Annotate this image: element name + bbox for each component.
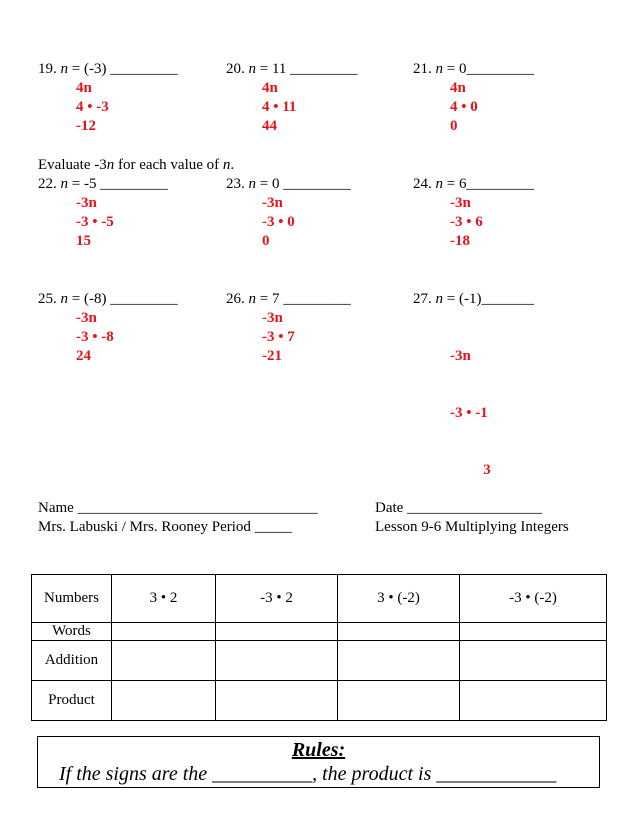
problem-22 [38, 175, 168, 193]
problem-21 [413, 60, 534, 78]
table-cell[interactable] [216, 681, 338, 721]
table-cell[interactable] [338, 641, 460, 681]
work-line: 0 [450, 118, 458, 134]
table-cell[interactable] [112, 623, 216, 641]
problem-equation: = (-1)_______ [443, 291, 534, 307]
table-cell: 3 • 2 [112, 575, 216, 623]
work-line: -21 [262, 348, 282, 364]
table-cell: Numbers [32, 575, 112, 623]
work-26 [262, 309, 295, 366]
problem-number: 26. [226, 291, 245, 307]
work-25 [76, 309, 114, 366]
work-line: -3 • 6 [450, 214, 483, 230]
work-23 [262, 194, 295, 251]
work-line: -12 [76, 118, 96, 134]
work-27 [450, 309, 491, 499]
variable: n [222, 157, 231, 173]
work-19 [76, 79, 109, 136]
work-line: 4n [450, 80, 466, 96]
work-line: -3 • -1 [450, 405, 488, 421]
multiplication-table [31, 574, 607, 721]
problem-equation: = (-3) _________ [68, 61, 178, 77]
work-line: -3n [262, 310, 283, 326]
instruction-part: . [230, 157, 235, 173]
work-line: 4 • 11 [262, 99, 297, 115]
problem-24 [413, 175, 534, 193]
table-cell: -3 • (-2) [460, 575, 607, 623]
work-line: -3n [76, 310, 97, 326]
date-line: Date __________________ [375, 500, 543, 516]
table-row [32, 681, 607, 721]
problem-number: 24. [413, 176, 432, 192]
table-row-label: Product [32, 681, 112, 721]
work-line: 4 • -3 [76, 99, 109, 115]
problem-27 [413, 290, 534, 308]
problem-equation: = 7 _________ [256, 291, 351, 307]
work-line: 3 [472, 462, 491, 478]
work-21 [450, 79, 478, 136]
table-cell[interactable] [460, 641, 607, 681]
table-cell[interactable] [338, 623, 460, 641]
work-line: -3n [262, 195, 283, 211]
variable: n [60, 291, 68, 307]
work-line: -3n [450, 195, 471, 211]
problem-equation: = 0 _________ [256, 176, 351, 192]
work-line: -3 • 7 [262, 329, 295, 345]
problem-equation: = 6_________ [443, 176, 534, 192]
instruction-text [38, 156, 234, 174]
table-cell[interactable] [216, 623, 338, 641]
work-line: -3 • 0 [262, 214, 295, 230]
work-22 [76, 194, 114, 251]
table-row-label: Addition [32, 641, 112, 681]
work-24 [450, 194, 483, 251]
problem-number: 25. [38, 291, 57, 307]
table-row [32, 641, 607, 681]
work-line: 0 [262, 233, 270, 249]
problem-number: 27. [413, 291, 432, 307]
table-cell[interactable] [460, 681, 607, 721]
teacher-period-line: Mrs. Labuski / Mrs. Rooney Period _____ [38, 519, 293, 535]
work-line: 4n [76, 80, 92, 96]
problem-number: 19. [38, 61, 57, 77]
variable: n [435, 291, 443, 307]
variable: n [248, 291, 256, 307]
table-cell: 3 • (-2) [338, 575, 460, 623]
table-row-label: Words [32, 623, 112, 641]
problem-equation: = 0_________ [443, 61, 534, 77]
problem-equation: = (-8) _________ [68, 291, 178, 307]
problem-equation: = 11 _________ [256, 61, 358, 77]
problem-number: 21. [413, 61, 432, 77]
table-cell: -3 • 2 [216, 575, 338, 623]
lesson-title: Lesson 9-6 Multiplying Integers [375, 519, 569, 535]
work-line: 15 [76, 233, 91, 249]
variable: n [435, 61, 443, 77]
table-cell[interactable] [338, 681, 460, 721]
work-line: 4n [262, 80, 278, 96]
variable: n [248, 176, 256, 192]
problem-equation: = -5 _________ [68, 176, 168, 192]
table-cell[interactable] [216, 641, 338, 681]
problem-25 [38, 290, 178, 308]
variable: n [60, 61, 68, 77]
problem-number: 22. [38, 176, 57, 192]
rules-sentence: If the signs are the __________, the product is ____________ [59, 763, 557, 785]
work-line: -3n [76, 195, 97, 211]
instruction-part: for each value of [114, 157, 223, 173]
instruction-part: Evaluate -3 [38, 157, 107, 173]
variable: n [435, 176, 443, 192]
work-line: -18 [450, 233, 470, 249]
work-line: -3 • -5 [76, 214, 114, 230]
table-cell[interactable] [112, 641, 216, 681]
problem-number: 20. [226, 61, 245, 77]
problem-23 [226, 175, 351, 193]
variable: n [106, 157, 115, 173]
work-line: -3 • -8 [76, 329, 114, 345]
variable: n [60, 176, 68, 192]
problem-number: 23. [226, 176, 245, 192]
problem-20 [226, 60, 358, 78]
work-line: 24 [76, 348, 91, 364]
name-line: Name ________________________________ [38, 500, 318, 516]
work-line: -3n [450, 348, 471, 364]
work-line: 4 • 0 [450, 99, 478, 115]
table-cell[interactable] [460, 623, 607, 641]
work-20 [262, 79, 296, 136]
work-line: 44 [262, 118, 277, 134]
table-header-row [32, 575, 607, 623]
variable: n [248, 61, 256, 77]
rules-title: Rules: [291, 739, 346, 761]
table-cell[interactable] [112, 681, 216, 721]
rules-box [37, 736, 600, 788]
problem-19 [38, 60, 178, 78]
problem-26 [226, 290, 351, 308]
table-row [32, 623, 607, 641]
